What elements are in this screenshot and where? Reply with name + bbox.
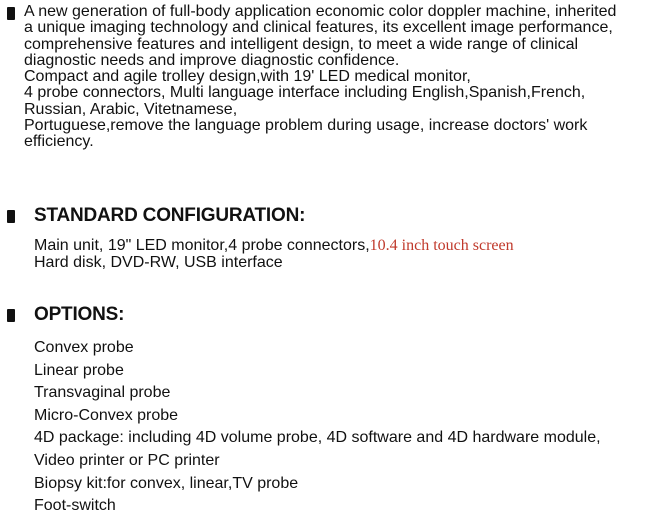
intro-line: efficiency. <box>24 133 94 151</box>
list-item: 4D package: including 4D volume probe, 4D software and 4D hardware module, <box>34 429 601 447</box>
intro-line: Russian, Arabic, Vitetnamese, <box>24 100 238 118</box>
list-item: Linear probe <box>34 361 124 379</box>
intro-line: diagnostic needs and improve diagnostic confidence. <box>24 51 400 69</box>
intro-paragraph <box>24 4 654 151</box>
list-item: Micro-Convex probe <box>34 406 179 424</box>
standard-configuration-heading: STANDARD CONFIGURATION: <box>34 205 306 226</box>
intro-line: A new generation of full-body application economic color doppler machine, inherited <box>24 3 617 20</box>
intro-line: 4 probe connectors, Multi language interface including English,Spanish,French, <box>24 84 586 102</box>
list-item: Video printer or PC printer <box>34 451 220 469</box>
options-bullet-marker <box>7 309 15 322</box>
standard-line-1-text: Main unit, 19" LED monitor,4 probe connectors, <box>34 237 370 254</box>
touch-screen-highlight: 10.4 inch touch screen <box>369 237 514 254</box>
standard-line-1 <box>34 237 514 254</box>
options-list <box>34 338 601 519</box>
intro-line: Portuguese,remove the language problem during usage, increase doctors' work <box>24 117 588 135</box>
options-heading: OPTIONS: <box>34 304 125 325</box>
intro-line: Compact and agile trolley design,with 19' LED medical monitor, <box>24 68 471 86</box>
standard-line-2: Hard disk, DVD-RW, USB interface <box>34 254 283 271</box>
intro-line: comprehensive features and intelligent design, to meet a wide range of clinical <box>24 35 579 53</box>
list-item: Biopsy kit:for convex, linear,TV probe <box>34 474 299 492</box>
standard-configuration-text <box>34 237 514 271</box>
list-item: Foot-switch <box>34 497 116 515</box>
list-item: Convex probe <box>34 339 134 356</box>
list-item: Transvaginal probe <box>34 384 171 402</box>
standard-bullet-marker <box>7 210 15 223</box>
intro-bullet-marker <box>7 7 15 20</box>
intro-line: a unique imaging technology and clinical features, its excellent image performance, <box>24 19 613 37</box>
